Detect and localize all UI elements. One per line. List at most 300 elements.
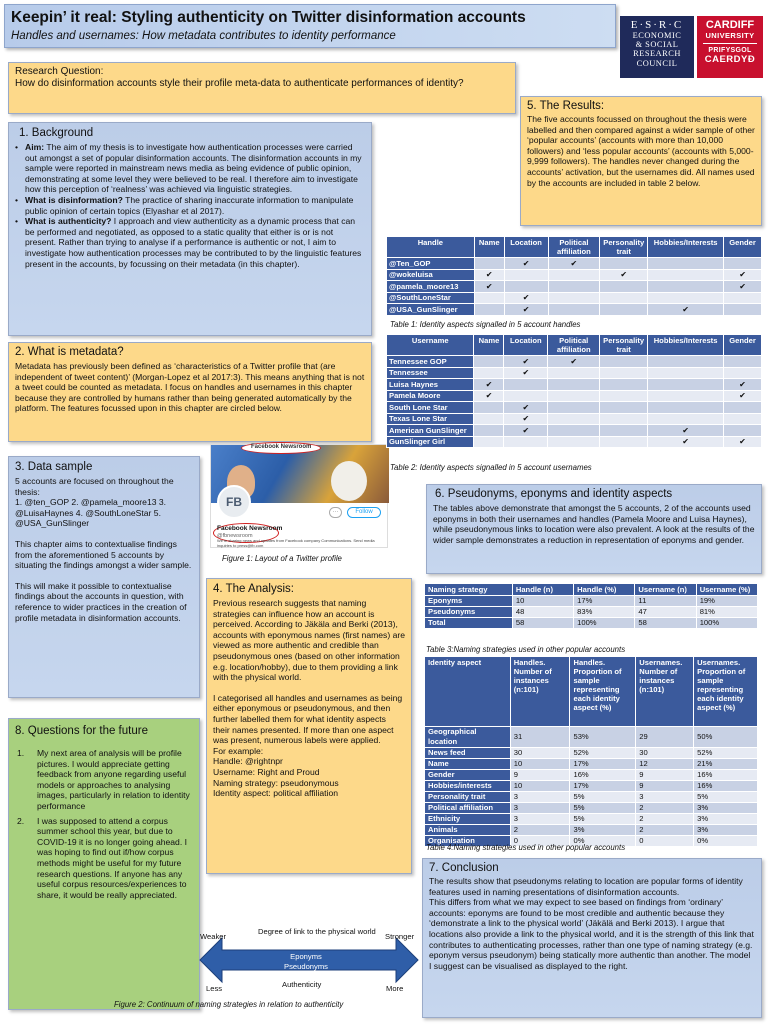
continuum-less-label: Less xyxy=(206,984,223,993)
table-cell: 30 xyxy=(636,748,694,759)
row-label-cell: Political affiliation xyxy=(425,803,511,814)
table-header-cell: Personality trait xyxy=(600,237,648,258)
table-cell xyxy=(724,356,762,368)
table-cell xyxy=(648,292,724,304)
pseudonyms-text: The tables above demonstrate that amongst the 5 accounts, 2 of the accounts used eponyms in both their usernames and handles (Pamela Moore and Luisa Haynes), while pseudonymous links to location were also prevalent. A look at the results of the wider sample demonstrates a reduction in representation of eponyms and gender. xyxy=(433,503,755,545)
table-row xyxy=(425,781,758,792)
table-cell: 5% xyxy=(570,792,636,803)
table-cell xyxy=(548,304,600,316)
table-header-cell: Gender xyxy=(724,335,762,356)
table-cell xyxy=(474,413,504,425)
table-cell: 2 xyxy=(510,825,570,836)
pseudonyms-panel xyxy=(426,484,762,574)
table-header-cell: Location xyxy=(504,335,548,356)
table-row xyxy=(425,748,758,759)
row-label-cell: @USA_GunSlinger xyxy=(387,304,475,316)
analysis-example-line: Identity aspect: political affiliation xyxy=(213,788,338,799)
table-cell: 29 xyxy=(636,727,694,748)
table-cell: 83% xyxy=(574,607,635,618)
table-cell xyxy=(548,413,600,425)
cardiff-logo-divider xyxy=(703,43,757,44)
check-icon: ✔ xyxy=(648,425,724,437)
future-questions-list xyxy=(15,748,193,900)
results-panel xyxy=(520,96,762,226)
table-cell: 9 xyxy=(510,770,570,781)
metadata-panel xyxy=(8,342,372,442)
table-cell: 9 xyxy=(636,770,694,781)
table-cell: 19% xyxy=(696,596,757,607)
table-header-cell: Location xyxy=(504,237,548,258)
row-label-cell: @pamela_moore13 xyxy=(387,281,475,293)
table-cell: 0 xyxy=(510,836,570,847)
table-header-row xyxy=(387,335,762,356)
table3-body xyxy=(425,596,758,629)
profile-bio: We're sharing news and updates from Facebook company Communications. Send media inquiries to press@fb.com xyxy=(217,538,375,548)
table-cell xyxy=(648,390,724,402)
table-cell xyxy=(548,390,600,402)
check-icon: ✔ xyxy=(724,436,762,448)
bullet-text: The practice of sharing inaccurate information to manipulate public opinion of certain topics (Elyashar et al 2017). xyxy=(25,194,354,216)
table-cell xyxy=(648,367,724,379)
table-cell: 47 xyxy=(635,607,696,618)
cardiff-logo-line: UNIVERSITY xyxy=(705,31,755,40)
table-cell: 3% xyxy=(694,825,758,836)
data-sample-heading: 3. Data sample xyxy=(15,461,93,473)
table-cell xyxy=(474,402,504,414)
profile-banner-label: Facebook Newsroom xyxy=(251,444,312,450)
table-cell xyxy=(548,292,600,304)
check-icon: ✔ xyxy=(648,436,724,448)
table-cell xyxy=(600,304,648,316)
table-cell xyxy=(474,367,504,379)
table-cell: 58 xyxy=(635,618,696,629)
check-icon: ✔ xyxy=(504,356,548,368)
esrc-logo-initials: E·S·R·C xyxy=(630,19,684,31)
continuum-center-line: Eponyms xyxy=(290,952,322,961)
table1-body xyxy=(387,258,762,316)
table-cell xyxy=(474,304,504,316)
table-cell: 11 xyxy=(635,596,696,607)
bullet-text: The aim of my thesis is to investigate how authentication processes were carried out amongst a set of popular disinformation accounts. The disinformation accounts in my sample were reported in mainstream news media as being evidence of public opinion, demonstrating at some level they were believed to be real. I therefore aim to investigate how this perception of ‘realness’ was achieved via linguistic strategies. xyxy=(25,142,362,195)
row-label-cell: Organisation xyxy=(425,836,511,847)
table-row xyxy=(387,436,762,448)
data-sample-paragraph: This chapter aims to contextualise findings from the aforementioned 5 accounts by situating the findings amongst a wider sample. xyxy=(15,538,192,571)
continuum-more-label: More xyxy=(386,984,404,993)
conclusion-paragraph: This differs from what we may expect to see based on findings from ‘ordinary’ accounts: eponyms are found to be most credible and authentic because they ‘demonstrate a link to the physical world’ (Jäkälä and Berki 2013). I argue that locations also provide a link to the physical world, and it is the strength of this link that contributes to authenticating processes, rather than one type of naming strategy (e.g. eponym versus pseudonym) being statically more authentic than another. The model I suggest can be visualised as displayed to the right. xyxy=(429,897,754,971)
table-row xyxy=(387,425,762,437)
row-label-cell: American GunSlinger xyxy=(387,425,474,437)
future-question-item: 1. My next area of analysis will be profile pictures. I would appreciate getting feedback from anyone regarding useful models or approaches to analysing images, particularly in relation to identity performance xyxy=(17,748,190,811)
table4-caption: Table 4:Naming strategies used in other popular accounts xyxy=(426,843,626,852)
future-question-text: I was supposed to attend a corpus summer school this year, but due to COVID-19 it is no longer going ahead. I was hoping to find out if/how corpus methods might be useful for my future research questions. If anyone has any useful corpus resources/experiences to share, it would be really appreciated. xyxy=(37,815,188,900)
row-label-cell: Gender xyxy=(425,770,511,781)
table-row xyxy=(387,413,762,425)
continuum-authenticity-label: Authenticity xyxy=(282,980,322,989)
table-row xyxy=(425,770,758,781)
table-header-cell: Username (%) xyxy=(696,584,757,596)
table-cell: 10 xyxy=(512,596,573,607)
twitter-profile-figure xyxy=(210,444,388,548)
table-row xyxy=(425,803,758,814)
figure2-caption: Figure 2: Continuum of naming strategies in relation to authenticity xyxy=(114,1000,344,1009)
table-cell xyxy=(648,356,724,368)
table-row xyxy=(387,402,762,414)
table-cell: 52% xyxy=(694,748,758,759)
table-cell xyxy=(504,436,548,448)
analysis-example-line: Naming strategy: pseudonymous xyxy=(213,777,339,788)
research-question-heading: Research Question: xyxy=(15,66,104,77)
check-icon: ✔ xyxy=(504,402,548,414)
table-cell xyxy=(600,281,648,293)
analysis-paragraph: Previous research suggests that naming strategies can influence how an account is perceived. According to Jäkäla and Berki (2013), accounts with eponymous names (first names) are viewed as more authentic and credible than pseudonymous ones (based on other information e.g. location/hobby), due to them providing a link with the physical world. xyxy=(213,598,406,683)
table-header-row xyxy=(425,584,758,596)
title-banner xyxy=(4,4,616,48)
check-icon: ✔ xyxy=(600,269,648,281)
table-header-cell: Hobbies/Interests xyxy=(648,335,724,356)
table-cell: 0 xyxy=(636,836,694,847)
table-cell: 17% xyxy=(570,781,636,792)
table-cell xyxy=(504,390,548,402)
table-header-cell: Naming strategy xyxy=(425,584,513,596)
table-cell xyxy=(504,281,548,293)
table-cell xyxy=(724,304,762,316)
check-icon: ✔ xyxy=(724,281,762,293)
cardiff-logo-line: CARDIFF xyxy=(705,19,755,31)
esrc-logo-line: ECONOMIC xyxy=(632,31,682,40)
table-row xyxy=(387,367,762,379)
metadata-text: Metadata has previously been defined as ‘characteristics of a Twitter profile that (are independent of tweet content)’ (Morgan-Lopez et al 2017:3). This means anything that is not a tweet could be counted as metadata. I focus on handles and usernames in this chapter because they are controlled by humans rather than being generated automatically by the platform. The features focussed upon in this chapter are circled below. xyxy=(15,361,365,414)
table-cell xyxy=(648,402,724,414)
table-cell xyxy=(548,402,600,414)
table-cell: 3 xyxy=(510,803,570,814)
results-text: The five accounts focussed on throughout the thesis were labelled and then compared against a wider sample of other ‘popular accounts’ (accounts with more than 10,000 followers) and ‘less popular accounts’ (accounts with 5,000-9,999 followers). The handles never changed during the accounts’ activation, but the usernames did. All names used by the accounts are included in table 2 below. xyxy=(527,114,755,188)
analysis-panel xyxy=(206,578,412,874)
analysis-heading: 4. The Analysis: xyxy=(213,583,294,595)
esrc-logo-line: COUNCIL xyxy=(636,58,678,68)
table-cell: 3% xyxy=(694,814,758,825)
table-cell: 2 xyxy=(636,803,694,814)
row-label-cell: @SouthLoneStar xyxy=(387,292,475,304)
check-icon: ✔ xyxy=(548,258,600,270)
cardiff-logo-line: PRIFYSGOL xyxy=(708,47,752,54)
check-icon: ✔ xyxy=(504,425,548,437)
table-cell: 21% xyxy=(694,759,758,770)
check-icon: ✔ xyxy=(504,304,548,316)
row-label-cell: Tennessee GOP xyxy=(387,356,474,368)
table-cell: 5% xyxy=(570,803,636,814)
row-label-cell: News feed xyxy=(425,748,511,759)
table-cell xyxy=(474,258,504,270)
row-label-cell: Name xyxy=(425,759,511,770)
table-row xyxy=(425,618,758,629)
table-cell: 9 xyxy=(636,781,694,792)
row-label-cell: Luisa Haynes xyxy=(387,379,474,391)
check-icon: ✔ xyxy=(504,413,548,425)
table-header-cell: Personality trait xyxy=(600,335,648,356)
table-cell xyxy=(504,269,548,281)
table-cell xyxy=(724,258,762,270)
table-cell xyxy=(600,258,648,270)
table-cell xyxy=(600,367,648,379)
table4-body xyxy=(425,727,758,847)
esrc-logo xyxy=(620,16,694,78)
profile-display-name: Facebook Newsroom xyxy=(217,525,283,532)
table-row xyxy=(387,390,762,402)
table-row xyxy=(387,258,762,270)
table-cell: 12 xyxy=(636,759,694,770)
table-header-cell: Political affiliation xyxy=(548,335,600,356)
poster-title: Keepin’ it real: Styling authenticity on Twitter disinformation accounts xyxy=(11,9,526,26)
table-row xyxy=(387,379,762,391)
table-cell: 3% xyxy=(694,803,758,814)
row-label-cell: Eponyms xyxy=(425,596,513,607)
table-row xyxy=(425,727,758,748)
table-cell: 3 xyxy=(510,814,570,825)
row-label-cell: @Ten_GOP xyxy=(387,258,475,270)
bullet-label: Aim: xyxy=(25,142,45,152)
table-cell: 16% xyxy=(694,781,758,792)
data-sample-paragraph: This will make it possible to contextualise findings about the accounts in question, with reference to wider practices in the creation of profile metadata in disinformation accounts. xyxy=(15,580,187,623)
future-question-text: My next area of analysis will be profile pictures. I would appreciate getting feedback from anyone regarding useful models or approaches to analysing images, particularly in relation to identity performance xyxy=(37,748,190,811)
table-row xyxy=(387,356,762,368)
banner-person-shape xyxy=(331,461,367,501)
table-header-row xyxy=(387,237,762,258)
table-header-cell: Handles. Number of instances (n:101) xyxy=(510,657,570,727)
metadata-heading: 2. What is metadata? xyxy=(15,346,124,358)
continuum-stronger-label: Stronger xyxy=(385,932,415,941)
future-question-item: 2. I was supposed to attend a corpus summer school this year, but due to COVID-19 it is no longer going ahead. I was hoping to find out if/how corpus methods might be useful for my future research questions. If anyone has any useful corpus resources/experiences to share, it would be really appreciated. xyxy=(17,815,188,900)
table-cell xyxy=(648,413,724,425)
row-label-cell: Animals xyxy=(425,825,511,836)
table-row xyxy=(425,814,758,825)
table-cell xyxy=(504,379,548,391)
table-header-cell: Political affiliation xyxy=(548,237,600,258)
continuum-center-line: Pseudonyms xyxy=(284,962,328,971)
table-cell: 0% xyxy=(694,836,758,847)
table-cell xyxy=(724,402,762,414)
row-label-cell: Hobbies/interests xyxy=(425,781,511,792)
background-panel xyxy=(8,122,372,336)
table-cell: 53% xyxy=(570,727,636,748)
conclusion-heading: 7. Conclusion xyxy=(429,862,499,874)
table-header-cell: Usernames. Proportion of sample representing each identity aspect (%) xyxy=(694,657,758,727)
table-cell: 0% xyxy=(570,836,636,847)
table-header-cell: Username xyxy=(387,335,474,356)
analysis-example-line: Handle: @rightnpr xyxy=(213,756,283,767)
table-cell xyxy=(724,292,762,304)
table-cell: 2 xyxy=(636,814,694,825)
check-icon: ✔ xyxy=(724,379,762,391)
table-cell xyxy=(648,281,724,293)
table1-caption: Table 1: Identity aspects signalled in 5 account handles xyxy=(390,320,581,329)
table-cell xyxy=(474,425,504,437)
profile-handle: @fbnewsroom xyxy=(217,533,253,539)
table-cell xyxy=(600,436,648,448)
table-cell xyxy=(724,367,762,379)
table-header-cell: Gender xyxy=(724,237,762,258)
table-cell xyxy=(548,269,600,281)
table-cell: 10 xyxy=(510,759,570,770)
analysis-example-line: Username: Right and Proud xyxy=(213,766,320,777)
table-naming-strategy xyxy=(424,583,758,629)
table-row xyxy=(425,759,758,770)
profile-avatar: FB xyxy=(217,485,251,519)
row-label-cell: Total xyxy=(425,618,513,629)
table-identity-aspects xyxy=(424,656,758,847)
table-cell: 100% xyxy=(696,618,757,629)
table-cell xyxy=(548,367,600,379)
data-sample-intro: 5 accounts are focused on throughout the thesis: xyxy=(15,476,174,497)
check-icon: ✔ xyxy=(504,367,548,379)
table-cell xyxy=(548,436,600,448)
table-row xyxy=(425,607,758,618)
table-cell: 30 xyxy=(510,748,570,759)
table-cell: 50% xyxy=(694,727,758,748)
table-cell: 16% xyxy=(694,770,758,781)
analysis-paragraph: I categorised all handles and usernames as being either eponymous or pseudonymous, and then further labelled them for what identity aspects their names presented. If more than one aspect was present, numerous labels were applied. xyxy=(213,692,403,746)
table-cell xyxy=(600,390,648,402)
table-cell xyxy=(648,269,724,281)
table-row xyxy=(425,596,758,607)
check-icon: ✔ xyxy=(504,258,548,270)
table-header-cell: Name xyxy=(474,335,504,356)
data-sample-panel xyxy=(8,456,200,698)
esrc-logo-line: RESEARCH xyxy=(633,49,681,59)
table-row xyxy=(425,825,758,836)
table-cell: 16% xyxy=(570,770,636,781)
table-cell: 52% xyxy=(570,748,636,759)
conclusion-paragraph: The results show that pseudonyms relating to location are popular forms of identity features used in naming presentations of disinformation accounts. xyxy=(429,876,743,897)
table-cell: 5% xyxy=(694,792,758,803)
table-header-cell: Handle (%) xyxy=(574,584,635,596)
check-icon: ✔ xyxy=(648,304,724,316)
future-questions-heading: 8. Questions for the future xyxy=(15,725,148,737)
table2-caption: Table 2: Identity aspects signalled in 5 account usernames xyxy=(390,463,592,472)
follow-button[interactable]: Follow xyxy=(347,507,381,518)
table2-body xyxy=(387,356,762,448)
background-heading: 1. Background xyxy=(19,127,94,139)
table-cell xyxy=(548,379,600,391)
row-label-cell: Ethnicity xyxy=(425,814,511,825)
bullet-label: What is disinformation? xyxy=(25,194,123,205)
check-icon: ✔ xyxy=(474,269,504,281)
table-row xyxy=(387,292,762,304)
check-icon: ✔ xyxy=(724,269,762,281)
research-question-panel xyxy=(8,62,516,114)
table-cell xyxy=(474,292,504,304)
check-icon: ✔ xyxy=(474,281,504,293)
bullet-label: What is authenticity? xyxy=(25,216,112,227)
check-icon: ✔ xyxy=(474,379,504,391)
row-label-cell: @wokeluisa xyxy=(387,269,475,281)
esrc-logo-line: & SOCIAL xyxy=(635,40,679,50)
future-questions-panel xyxy=(8,718,200,1010)
cardiff-logo-line: CAERDYÐ xyxy=(704,54,756,65)
continuum-weaker-label: Weaker xyxy=(200,932,227,941)
cardiff-university-logo xyxy=(697,16,763,78)
table-header-cell: Username (n) xyxy=(635,584,696,596)
table-cell: 31 xyxy=(510,727,570,748)
table-cell xyxy=(600,379,648,391)
figure1-caption: Figure 1: Layout of a Twitter profile xyxy=(222,554,342,563)
analysis-example-label: For example: xyxy=(213,745,264,756)
table-cell xyxy=(600,402,648,414)
background-item-aim xyxy=(15,142,365,195)
data-sample-accounts: 1. @ten_GOP 2. @pamela_moore13 3. @LuisaHaynes 4. @SouthLoneStar 5. @USA_GunSlinger xyxy=(15,497,167,529)
table-header-cell: Usernames. Number of instances (n:101) xyxy=(636,657,694,727)
table3-caption: Table 3:Naming strategies used in other popular accounts xyxy=(426,645,626,654)
row-label-cell: Pseudonyms xyxy=(425,607,513,618)
table-cell: 48 xyxy=(512,607,573,618)
background-item-disinformation xyxy=(15,195,365,216)
poster-subtitle: Handles and usernames: How metadata contributes to identity performance xyxy=(11,30,396,42)
table-row xyxy=(387,304,762,316)
table-cell: 100% xyxy=(574,618,635,629)
table-cell xyxy=(724,425,762,437)
table-cell xyxy=(648,258,724,270)
table-cell xyxy=(724,413,762,425)
bullet-text: I approach and view authenticity as a dynamic process that can be performed and negotiated, as opposed to a static quality that either is or is not present. Rather than trying to analyse if a performance is authentic or not, I aim to investigate how authentication processes may be contributed to by the linguistic features present in the accounts, by focussing on their metadata (in this chapter). xyxy=(25,216,362,269)
table-cell: 17% xyxy=(574,596,635,607)
table-header-cell: Hobbies/Interests xyxy=(648,237,724,258)
table-cell xyxy=(548,425,600,437)
row-label-cell: Geographical location xyxy=(425,727,511,748)
more-options-icon[interactable]: ··· xyxy=(329,507,342,518)
table-header-cell: Handle xyxy=(387,237,475,258)
row-label-cell: Tennessee xyxy=(387,367,474,379)
table-cell xyxy=(648,379,724,391)
results-heading: 5. The Results: xyxy=(527,100,605,112)
table-row xyxy=(387,269,762,281)
table-cell: 10 xyxy=(510,781,570,792)
table-cell: 58 xyxy=(512,618,573,629)
row-label-cell: South Lone Star xyxy=(387,402,474,414)
table-header-cell: Handles. Proportion of sample representing each identity aspect (%) xyxy=(570,657,636,727)
table-header-cell: Name xyxy=(474,237,504,258)
row-label-cell: GunSlinger Girl xyxy=(387,436,474,448)
table-row xyxy=(425,792,758,803)
background-item-authenticity xyxy=(15,216,365,269)
table-cell: 2 xyxy=(636,825,694,836)
continuum-top-label: Degree of link to the physical world xyxy=(258,927,376,936)
table-cell xyxy=(600,425,648,437)
table-cell xyxy=(474,356,504,368)
check-icon: ✔ xyxy=(724,390,762,402)
pseudonyms-heading: 6. Pseudonyms, eponyms and identity aspects xyxy=(435,488,673,500)
table-cell xyxy=(600,356,648,368)
table-header-cell: Handle (n) xyxy=(512,584,573,596)
table-cell: 5% xyxy=(570,814,636,825)
table-cell: 3 xyxy=(636,792,694,803)
table-cell xyxy=(600,413,648,425)
table-cell: 81% xyxy=(696,607,757,618)
table-cell: 3 xyxy=(510,792,570,803)
table-usernames xyxy=(386,334,762,448)
conclusion-panel xyxy=(422,858,762,1018)
table-header-row xyxy=(425,657,758,727)
check-icon: ✔ xyxy=(474,390,504,402)
table-cell xyxy=(474,436,504,448)
table-cell xyxy=(548,281,600,293)
table-cell xyxy=(600,292,648,304)
table-cell: 3% xyxy=(570,825,636,836)
table-handles xyxy=(386,236,762,316)
table-header-cell: Identity aspect xyxy=(425,657,511,727)
row-label-cell: Pamela Moore xyxy=(387,390,474,402)
check-icon: ✔ xyxy=(504,292,548,304)
row-label-cell: Personality trait xyxy=(425,792,511,803)
background-list xyxy=(15,142,365,269)
